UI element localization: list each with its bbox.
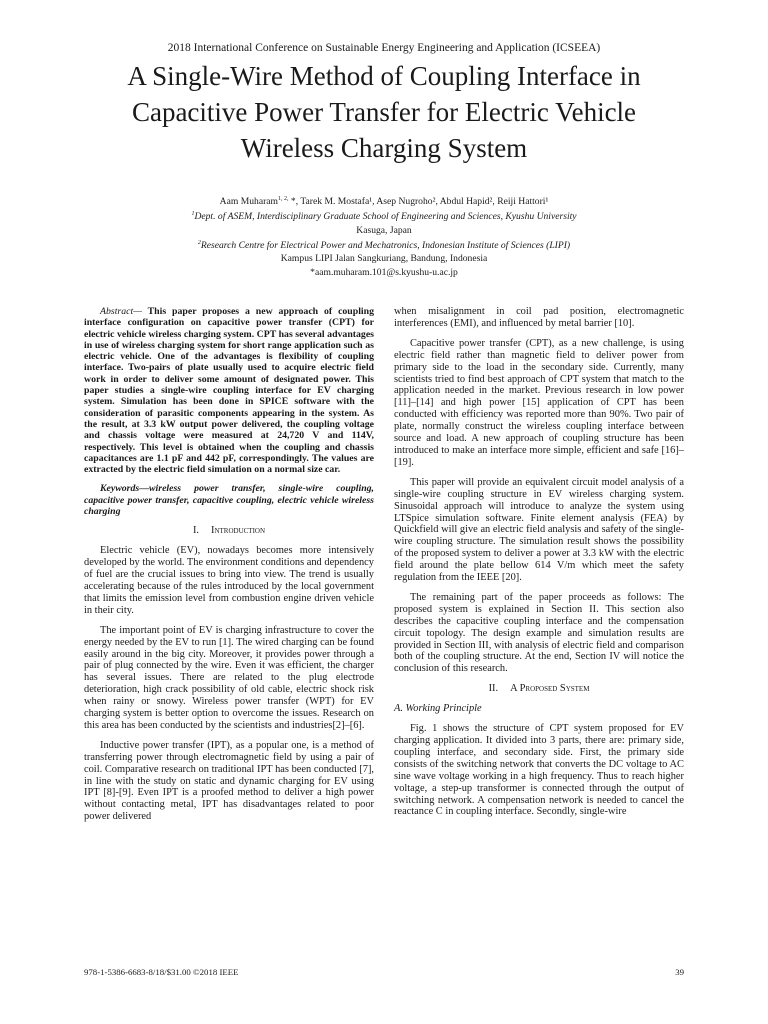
title-line: Capacitive Power Transfer for Electric Vehicle (131, 97, 637, 127)
author-names (110, 193, 658, 208)
affiliation-1: $^1$Dept. of ASEM, Interdisciplinary Graduate School of Engineering and Sciences, Kyushu University (191, 211, 577, 223)
subsection-heading-working-principle: A. Working Principle (394, 703, 482, 715)
author-email: *aam.muharam.101@s.kyushu-u.ac.jp (310, 266, 458, 278)
abstract-text: This paper proposes a new approach of coupling interface configuration on capacitive power transfer (CPT) for electric vehicle wireless charging system. CPT has several advantages in use of wireless charging system for short range application such as electric vehicle. One of the advantages is flexibility of coupling interface. Two-pairs of plate usually used to acquire electric field work in order to deliver some amount of designated power. This paper studies a single-wire coupling interface for EV charging system. Simulation has been done in SPICE software with the consideration of parasitic components appearing in the system. As the result, at 3.3 kW output power delivered, the coupling voltage and chassis voltage were measured at 24,720 V and 114V, respectively. This level is obtained when the coupling and chassis capacitances are 1.1 pF and 442 pF, correspondingly. The values are extracted by the electric field simulation on a normal size car. (84, 306, 374, 476)
author-rest: *, Tarek M. Mostafa¹, Asep Nugroho², Abdul Hapid², Reiji Hattori¹ (288, 196, 549, 208)
paragraph: This paper will provide an equivalent circuit model analysis of a single-wire coupling structure in EV wireless charging system. Sinusoidal approach will introduce to analyze the system using LTSpice simulation software. Finite element analysis (FEA) by Quickfield will give an electric field analysis and safety of the single-wire coupling structure. The simulation result shows the possibility of the proposed system to deliver a power at 3.3 kW with the electric field around the plate bellow 614 V/m which meet the safety regulation from the IEEE [20]. (394, 476, 684, 584)
paragraph: Electric vehicle (EV), nowadays becomes more intensively developed by the world. The environment conditions and dependency of fuel are the crucial issues to bring into view. The trend is usually accelerating because of the rules introduced by the local government that limits the emission level from combustion engine driven vehicle in their city. (84, 545, 374, 616)
paragraph: Capacitive power transfer (CPT), as a new challenge, is using electric field rather than magnetic field to deliver power from primary side to the load in the secondary side. Currently, many scientists tried to find best approach of CPT system that match to the application needed in the market. Previous research in low power [11]–[14] and high power [15] application of CPT has been conducted with efficiency was reported more than 90%. Two pair of plate, normally construct the wireless coupling interface between source and load. A new approach of coupling structure has been introduced to make an interface more simple, efficient and safe [16]–[19]. (394, 337, 684, 468)
paragraph: when misalignment in coil pad position, electromagnetic interferences (EMI), and influenced by metal barrier [10]. (394, 306, 684, 329)
author-first-sup: 1, 2, (278, 196, 289, 202)
affiliation-1-city: Kasuga, Japan (356, 224, 412, 236)
section-heading-introduction: I. Introduction (192, 525, 266, 537)
right-column (394, 306, 684, 826)
keywords (84, 483, 374, 517)
abstract-lead: Abstract— (100, 306, 142, 317)
footer-copyright: 978-1-5386-6683-8/18/$31.00 ©2018 IEEE (84, 967, 239, 977)
paragraph: Fig. 1 shows the structure of CPT system proposed for EV charging application. It divided into 3 parts, there are: primary side, coupling interface, and secondary side. First, the primary side consists of the switching network that converts the DC voltage to AC sine wave voltage working in a high frequency. Thus to reach higher voltage, a step-up transformer is connected through the output of switching network. A compensation network is needed to cancel the reactance C in coupling interface. Secondly, single-wire (394, 723, 684, 818)
affiliation-2: $^2$Research Centre for Electrical Power and Mechatronics, Indonesian Institute of Sciences (LIPI) (197, 239, 571, 252)
paper-title (70, 58, 698, 166)
keywords-lead: Keywords— (100, 483, 149, 495)
paragraph: Inductive power transfer (IPT), as a popular one, is a method of transferring power through electromagnetic field by using a pair of coil. Comparative research on traditional IPT has been conducted [7], in line with the study on static and dynamic charging for EV using IPT [8]-[9]. Even IPT is a proofed method to deliver a high power without contacting metal, IPT has disadvantages related to poor power delivered (84, 739, 374, 823)
page-number: 39 (675, 967, 684, 977)
title-line: A Single-Wire Method of Coupling Interface in (127, 61, 641, 91)
abstract (84, 306, 374, 475)
author-block (110, 193, 658, 279)
paragraph: The important point of EV is charging infrastructure to cover the energy needed by the EV to run [1]. The wired charging can be found easily around in the big city. Moreover, it provides power through a pair of plug connected by the wire. Even it was efficient, the charger has several issues. There are related to the plug electrode deterioration, high crack possibility of old cable, electric shock risk when rainy or snowy. Wireless power transfer (WPT) for EV charging system is better option to overcome the issues. Research on this area has been conducted by the scientists and industries[2]–[6]. (84, 624, 374, 731)
left-column (84, 306, 374, 831)
section-heading-proposed-system: II. A Proposed System (488, 683, 590, 695)
conference-header: 2018 International Conference on Sustainable Energy Engineering and Application (ICSEEA) (167, 42, 601, 54)
author-first: Aam Muharam (219, 196, 279, 208)
paragraph: The remaining part of the paper proceeds as follows: The proposed system is explained in Section II. This section also describes the capacitive coupling interface and the compensation circuit topology. The design example and simulation results are provided in Section III, with analysis of electric field and comparison both of the coupling structure. At the end, Section IV will notice the conclusion of this research. (394, 591, 684, 675)
affiliation-2-address: Kampus LIPI Jalan Sangkuriang, Bandung, Indonesia (280, 253, 488, 265)
keywords-text: wireless power transfer, single-wire coupling, capacitive power transfer, capacitive coupling, electric vehicle wireless charging (84, 483, 374, 518)
title-line: Wireless Charging System (240, 133, 528, 163)
